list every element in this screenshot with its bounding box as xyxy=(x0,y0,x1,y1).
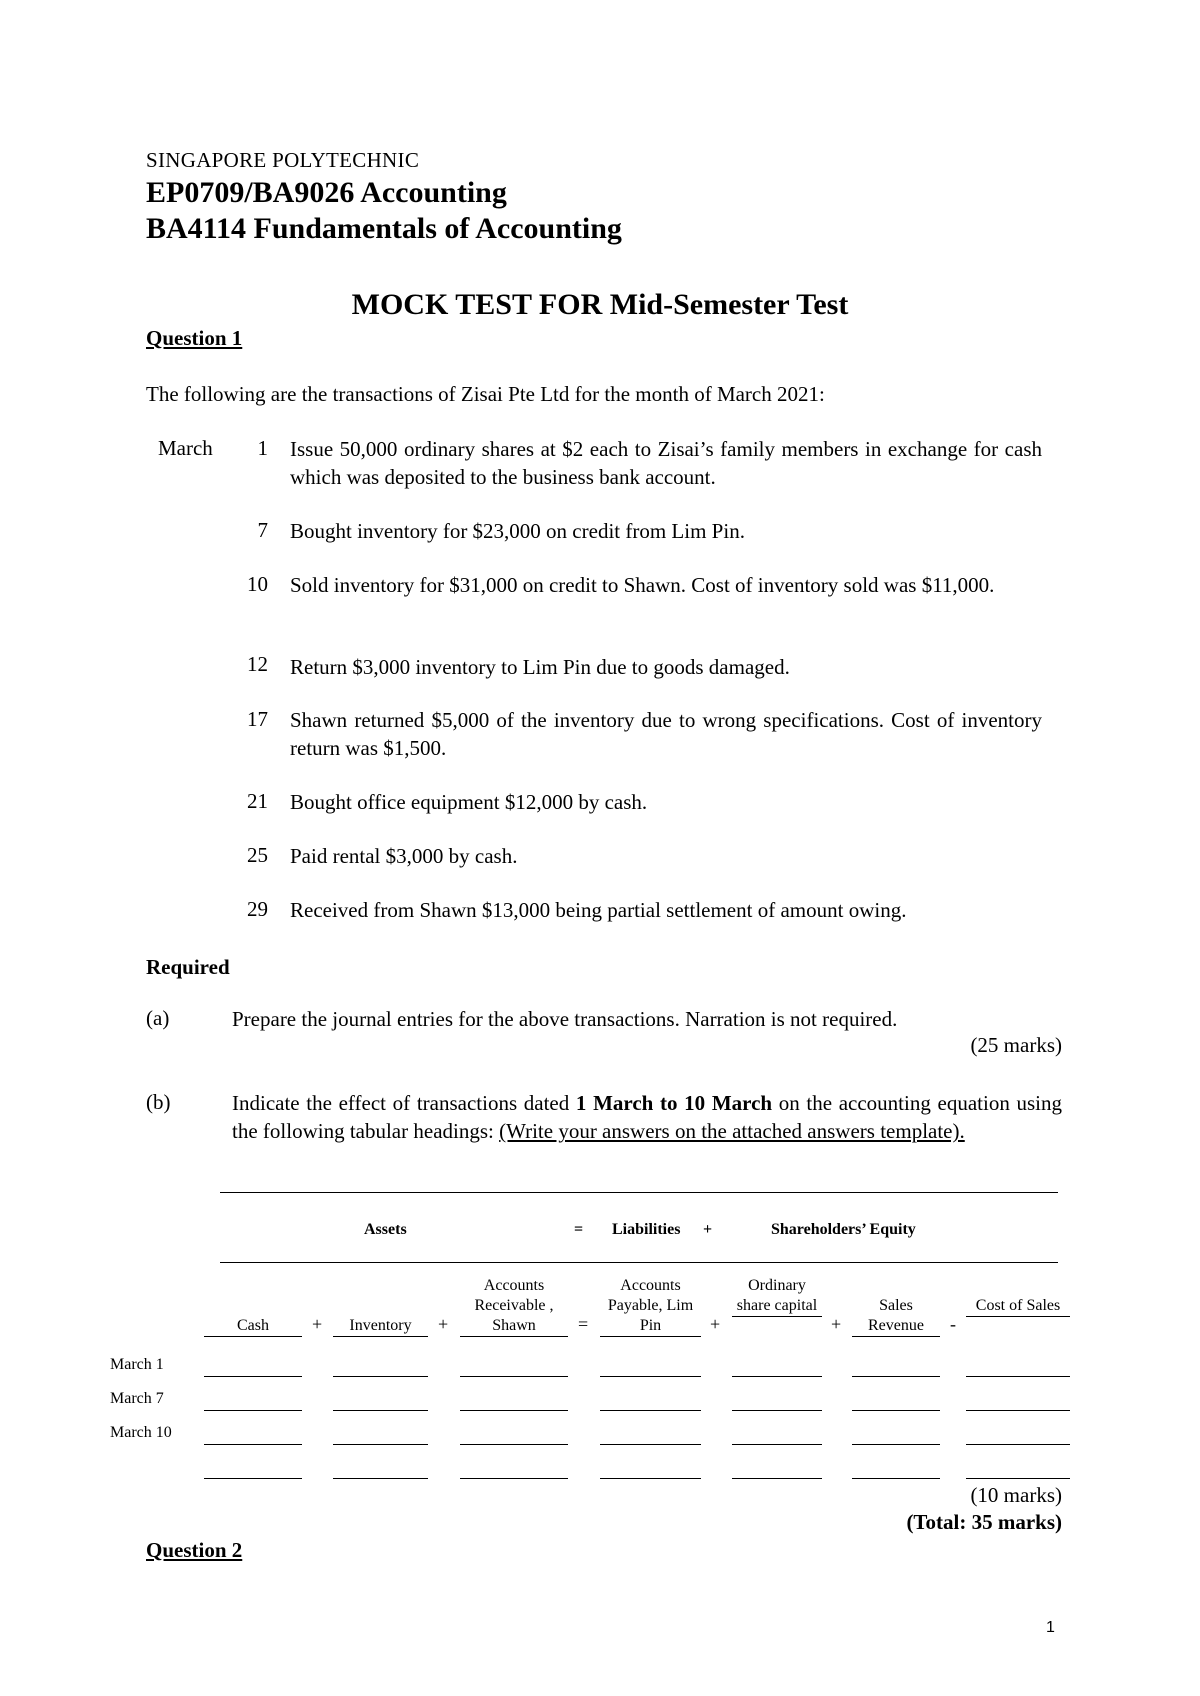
operator-plus: + xyxy=(831,1314,842,1334)
column-header-inventory: Inventory xyxy=(333,1316,428,1337)
page-number: 1 xyxy=(1046,1619,1055,1636)
course-title-2: BA4114 Fundamentals of Accounting xyxy=(146,212,622,245)
transaction-day: 25 xyxy=(247,843,268,867)
transaction-day: 21 xyxy=(247,789,268,813)
operator-plus: + xyxy=(312,1314,323,1334)
column-header-sales-revenue: Sales Revenue xyxy=(852,1296,940,1337)
answer-blank[interactable] xyxy=(460,1410,568,1411)
transaction-day: 12 xyxy=(247,652,268,676)
operator-plus: + xyxy=(710,1314,721,1334)
part-b-text-1: Indicate the effect of transactions dated xyxy=(232,1091,576,1115)
transaction-day: 7 xyxy=(257,518,268,542)
part-b-instruction: (Write your answers on the attached answers template). xyxy=(499,1119,965,1143)
transaction-text: Sold inventory for $31,000 on credit to Shawn. Cost of inventory sold was $11,000. xyxy=(290,573,995,597)
transaction-day: 17 xyxy=(247,707,268,731)
header-equity: Shareholders’ Equity xyxy=(771,1221,916,1238)
part-b-text-2: on the accounting equation using the following tabular headings: xyxy=(232,1091,1062,1143)
answer-blank[interactable] xyxy=(852,1410,940,1411)
question-1-heading: Question 1 xyxy=(146,326,243,350)
answer-blank[interactable] xyxy=(600,1376,701,1377)
header-plus: + xyxy=(703,1221,713,1238)
part-b-label: (b) xyxy=(146,1090,171,1114)
transaction-text: Shawn returned $5,000 of the inventory due to wrong specifications. Cost of inventory return was $1,500. xyxy=(290,708,1042,760)
answer-blank[interactable] xyxy=(966,1376,1070,1377)
answer-blank[interactable] xyxy=(852,1444,940,1445)
row-label-march-1: March 1 xyxy=(110,1356,164,1373)
part-b-text xyxy=(232,1089,1062,1145)
answer-blank[interactable] xyxy=(732,1444,822,1445)
part-a-marks: (25 marks) xyxy=(970,1033,1062,1057)
answer-blank[interactable] xyxy=(966,1478,1070,1479)
course-title-1: EP0709/BA9026 Accounting xyxy=(146,176,507,209)
institution-name: SINGAPORE POLYTECHNIC xyxy=(146,148,420,172)
transaction-day: 29 xyxy=(247,897,268,921)
transaction-text: Issue 50,000 ordinary shares at $2 each to Zisai’s family members in exchange for cash which was deposited to the business bank account. xyxy=(290,437,1042,489)
header-equals: = xyxy=(574,1221,584,1238)
header-liabilities: Liabilities xyxy=(612,1221,681,1238)
answer-blank[interactable] xyxy=(732,1410,822,1411)
column-header-cost-of-sales: Cost of Sales xyxy=(966,1296,1070,1317)
question-2-heading: Question 2 xyxy=(146,1538,243,1562)
answer-blank[interactable] xyxy=(204,1444,302,1445)
answer-blank[interactable] xyxy=(460,1376,568,1377)
test-title: MOCK TEST FOR Mid-Semester Test xyxy=(351,288,849,321)
part-b-marks: (10 marks) xyxy=(970,1483,1062,1507)
answer-blank[interactable] xyxy=(600,1444,701,1445)
answer-blank[interactable] xyxy=(852,1478,940,1479)
part-b-date-range: 1 March to 10 March xyxy=(575,1091,773,1115)
answer-blank[interactable] xyxy=(333,1444,428,1445)
answer-blank[interactable] xyxy=(966,1410,1070,1411)
answer-blank[interactable] xyxy=(600,1478,701,1479)
question-1-total-marks: (Total: 35 marks) xyxy=(906,1510,1062,1534)
answer-blank[interactable] xyxy=(600,1410,701,1411)
answer-blank[interactable] xyxy=(732,1376,822,1377)
transaction-text: Received from Shawn $13,000 being partial settlement of amount owing. xyxy=(290,898,907,922)
operator-minus: - xyxy=(950,1314,956,1334)
answer-blank[interactable] xyxy=(852,1376,940,1377)
answer-blank[interactable] xyxy=(966,1444,1070,1445)
header-assets: Assets xyxy=(364,1221,407,1238)
table-top-rule xyxy=(220,1192,1058,1193)
table-mid-rule xyxy=(220,1262,1058,1263)
answer-blank[interactable] xyxy=(204,1376,302,1377)
column-header-accounts-receivable: Accounts Receivable , Shawn xyxy=(460,1276,568,1337)
answer-blank[interactable] xyxy=(460,1478,568,1479)
question-1-intro: The following are the transactions of Zisai Pte Ltd for the month of March 2021: xyxy=(146,382,825,406)
transaction-text: Return $3,000 inventory to Lim Pin due to goods damaged. xyxy=(290,655,790,679)
answer-blank[interactable] xyxy=(460,1444,568,1445)
answer-blank[interactable] xyxy=(204,1410,302,1411)
column-header-cash: Cash xyxy=(204,1316,302,1337)
part-a-label: (a) xyxy=(146,1006,170,1030)
column-header-accounts-payable: Accounts Payable, Lim Pin xyxy=(600,1276,701,1337)
operator-plus: + xyxy=(438,1314,449,1334)
operator-equals: = xyxy=(578,1314,589,1334)
row-label-march-7: March 7 xyxy=(110,1390,164,1407)
required-heading: Required xyxy=(146,955,230,979)
transaction-month: March xyxy=(158,436,213,460)
transaction-text: Bought inventory for $23,000 on credit from Lim Pin. xyxy=(290,519,745,543)
transaction-day: 10 xyxy=(247,572,268,596)
answer-blank[interactable] xyxy=(333,1410,428,1411)
part-a-text: Prepare the journal entries for the above transactions. Narration is not required. xyxy=(232,1007,898,1031)
transaction-day: 1 xyxy=(257,436,268,460)
answer-blank[interactable] xyxy=(204,1478,302,1479)
answer-blank[interactable] xyxy=(333,1376,428,1377)
transaction-text: Bought office equipment $12,000 by cash. xyxy=(290,790,648,814)
transaction-text: Paid rental $3,000 by cash. xyxy=(290,844,518,868)
answer-blank[interactable] xyxy=(732,1478,822,1479)
answer-blank[interactable] xyxy=(333,1478,428,1479)
column-header-share-capital: Ordinary share capital xyxy=(732,1276,822,1317)
row-label-march-10: March 10 xyxy=(110,1424,172,1441)
